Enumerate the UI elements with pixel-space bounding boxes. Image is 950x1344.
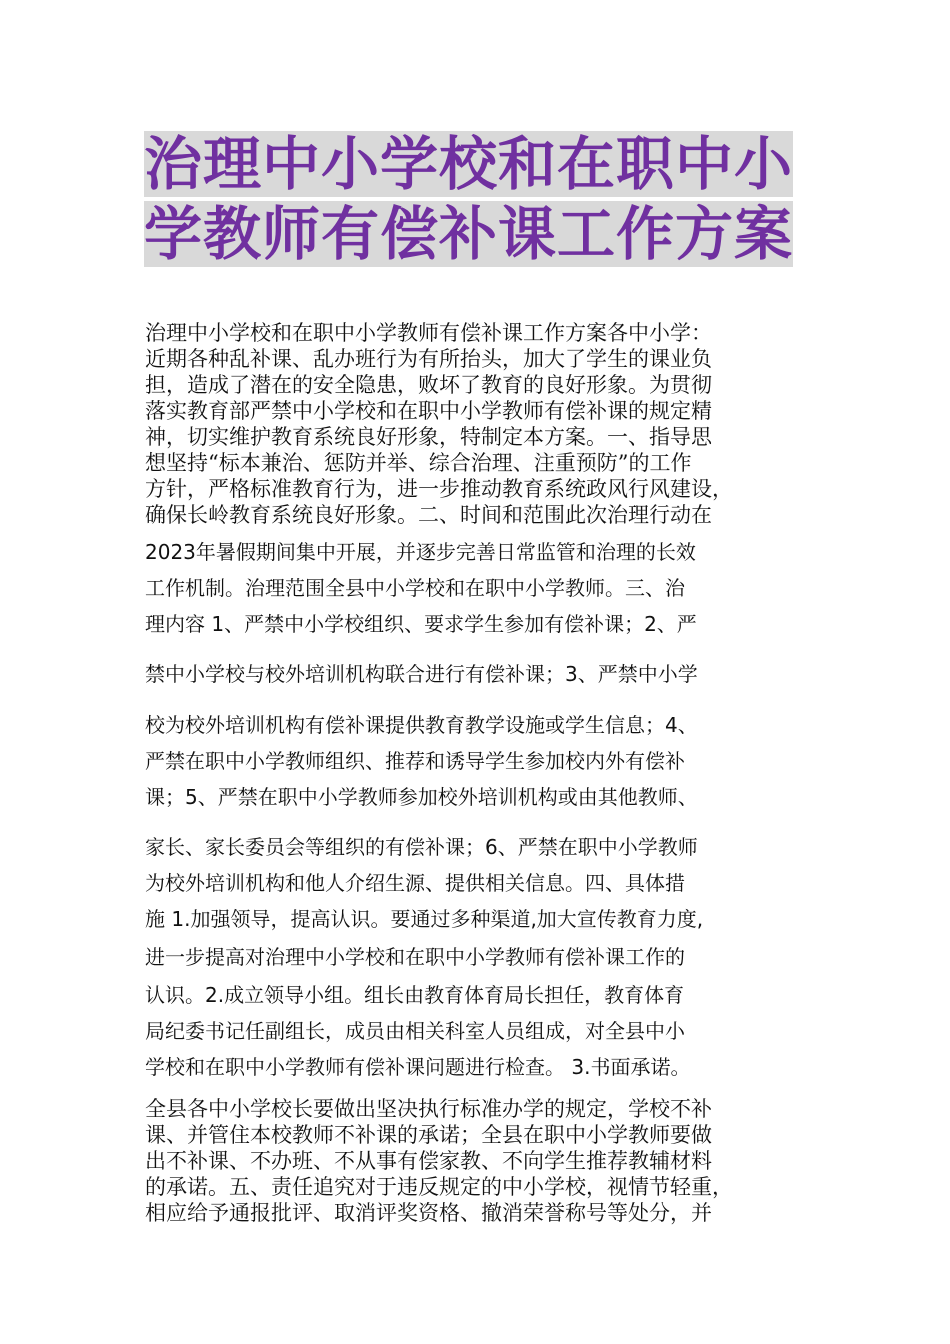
- body-line: 认识。2.成立领导小组。组长由教育体育局长担任，教育体育: [145, 983, 685, 1007]
- body-line: 近期各种乱补课、乱办班行为有所抬头，加大了学生的课业负: [145, 347, 712, 371]
- body-line: 学校和在职中小学教师有偿补课问题进行检查。 3.书面承诺。: [145, 1055, 691, 1079]
- body-line: 2023年暑假期间集中开展，并逐步完善日常监管和治理的长效: [145, 540, 696, 564]
- body-line: 出不补课、不办班、不从事有偿家教、不向学生推荐教辅材料: [145, 1149, 712, 1173]
- body-line: 施 1.加强领导，提高认识。要通过多种渠道,加大宣传教育力度,: [145, 907, 704, 931]
- body-line: 治理中小学校和在职中小学教师有偿补课工作方案各中小学：: [145, 321, 712, 345]
- body-line: 工作机制。治理范围全县中小学校和在职中小学教师。三、治: [145, 576, 685, 600]
- body-line: 课；5、严禁在职中小学教师参加校外培训机构或由其他教师、: [145, 785, 698, 809]
- body-line: 课、并管住本校教师不补课的承诺；全县在职中小学教师要做: [145, 1123, 712, 1147]
- body-line: 禁中小学校与校外培训机构联合进行有偿补课；3、严禁中小学: [145, 662, 698, 686]
- body-line: 全县各中小学校长要做出坚决执行标准办学的规定，学校不补: [145, 1097, 712, 1121]
- body-line: 家长、家长委员会等组织的有偿补课；6、严禁在职中小学教师: [145, 835, 698, 859]
- body-line: 严禁在职中小学教师组织、推荐和诱导学生参加校内外有偿补: [145, 749, 685, 773]
- body-line: 为校外培训机构和他人介绍生源、提供相关信息。四、具体措: [145, 871, 685, 895]
- body-line: 神，切实维护教育系统良好形象，特制定本方案。一、指导思: [145, 425, 712, 449]
- body-line: 的承诺。五、责任追究对于违反规定的中小学校，视情节轻重，: [145, 1175, 733, 1199]
- title-line-2: 学教师有偿补课工作方案: [144, 200, 794, 268]
- body-line: 理内容 1、严禁中小学校组织、要求学生参加有偿补课；2、严: [145, 612, 697, 636]
- body-line: 相应给予通报批评、取消评奖资格、撤消荣誉称号等处分，并: [145, 1201, 712, 1225]
- body-line: 落实教育部严禁中小学校和在职中小学教师有偿补课的规定精: [145, 399, 712, 423]
- title-line-1: 治理中小学校和在职中小: [144, 130, 794, 198]
- body-line: 局纪委书记任副组长，成员由相关科室人员组成，对全县中小: [145, 1019, 685, 1043]
- body-line: 方针，严格标准教育行为，进一步推动教育系统政风行风建设，: [145, 477, 733, 501]
- body-line: 确保长岭教育系统良好形象。二、时间和范围此次治理行动在: [145, 503, 712, 527]
- body-line: 校为校外培训机构有偿补课提供教育教学设施或学生信息；4、: [145, 713, 698, 737]
- body-line: 想坚持“标本兼治、惩防并举、综合治理、注重预防”的工作: [145, 451, 692, 475]
- body-line: 担，造成了潜在的安全隐患，败坏了教育的良好形象。为贯彻: [145, 373, 712, 397]
- body-line: 进一步提高对治理中小学校和在职中小学教师有偿补课工作的: [145, 945, 685, 969]
- document-title: [144, 131, 814, 271]
